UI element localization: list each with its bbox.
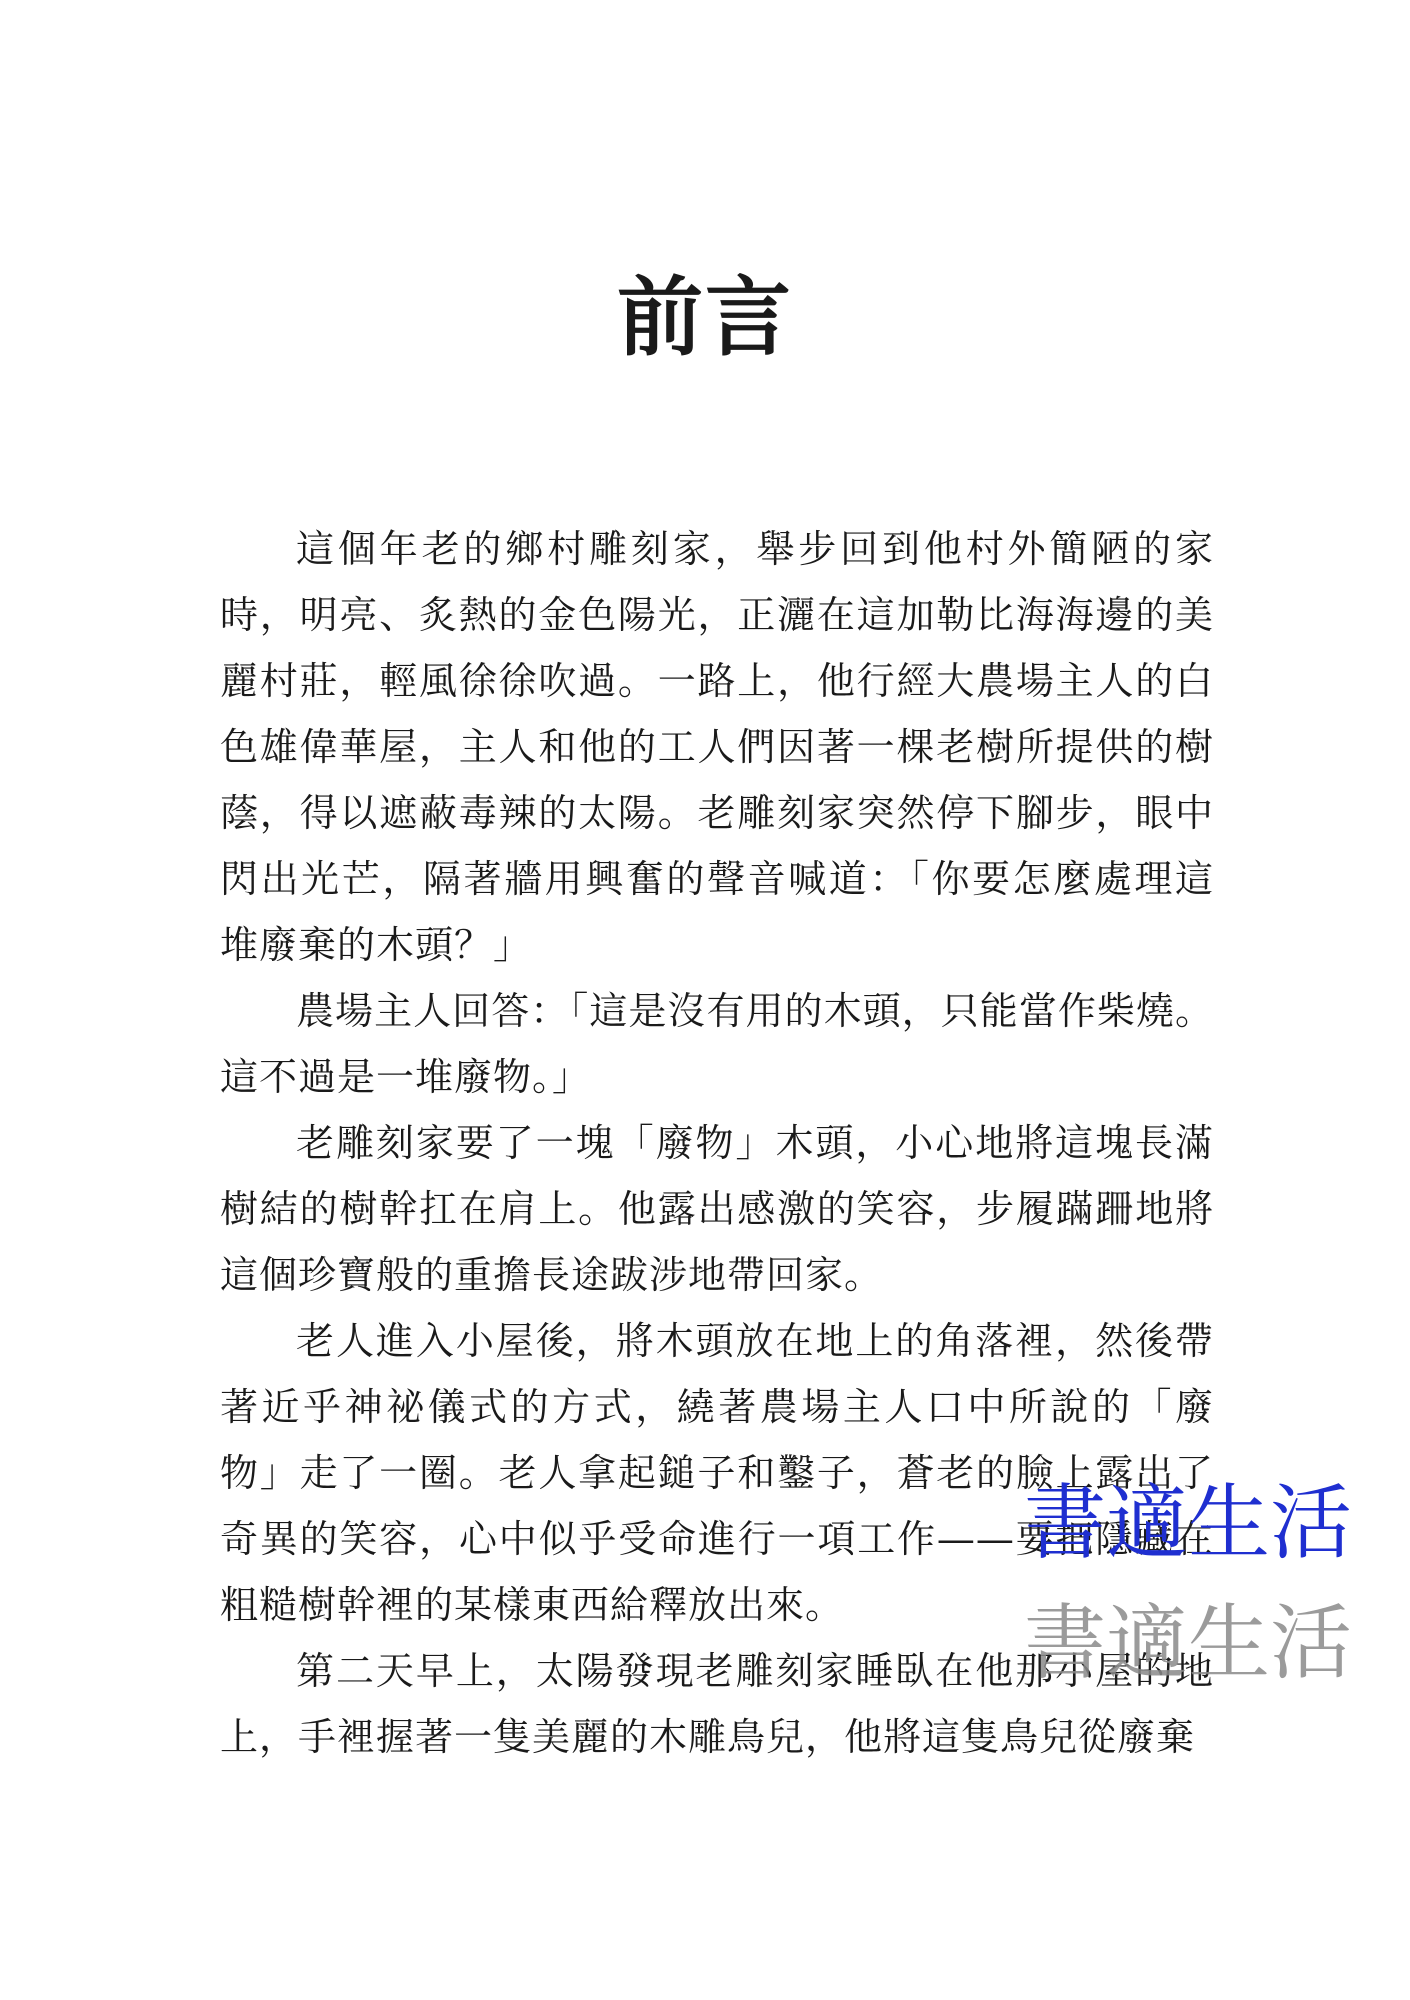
paragraph: 老雕刻家要了一塊「廢物」木頭，小心地將這塊長滿樹結的樹幹扛在肩上。他露出感激的笑容，步履蹣跚地將這個珍寶般的重擔長途跋涉地帶回家。 (220, 1121, 1214, 1297)
watermark-gray: 書適生活 (1024, 1596, 1353, 1691)
watermark-blue: 書適生活 (1024, 1476, 1353, 1571)
paragraph: 農場主人回答：「這是沒有用的木頭，只能當作柴燒。這不過是一堆廢物。」 (220, 989, 1214, 1099)
paragraph: 老人進入小屋後，將木頭放在地上的角落裡，然後帶著近乎神祕儀式的方式，繞著農場主人口中所說的「廢物」走了一圈。老人拿起鎚子和鑿子，蒼老的臉上露出了奇異的笑容，心中似乎受命進行一項工作——要把隱藏在粗糙樹幹裡的某樣東西給釋放出來。 (220, 1319, 1214, 1627)
page-title: 前言 (617, 267, 793, 368)
paragraph: 第二天早上，太陽發現老雕刻家睡臥在他那小屋的地上，手裡握著一隻美麗的木雕鳥兒，他將這隻鳥兒從廢棄 (220, 1649, 1214, 1759)
body-text (220, 516, 1214, 1770)
paragraph: 這個年老的鄉村雕刻家，舉步回到他村外簡陋的家時，明亮、炙熱的金色陽光，正灑在這加勒比海海邊的美麗村莊，輕風徐徐吹過。一路上，他行經大農場主人的白色雄偉華屋，主人和他的工人們因著一棵老樹所提供的樹蔭，得以遮蔽毒辣的太陽。老雕刻家突然停下腳步，眼中閃出光芒，隔著牆用興奮的聲音喊道：「你要怎麼處理這堆廢棄的木頭？」 (220, 527, 1214, 967)
